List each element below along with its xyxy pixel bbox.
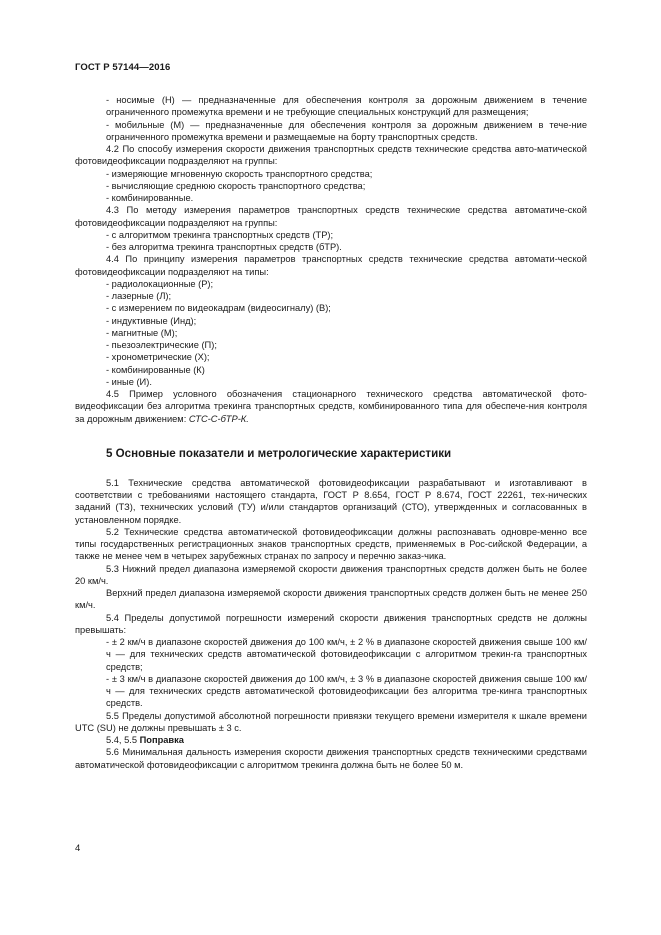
clause-5-5: 5.5 Пределы допустимой абсолютной погрешности привязки текущего времени измерителя к шкале времени UTC (SU) не должны превышать ± 3 с.: [75, 710, 587, 733]
clause-4-2: 4.2 По способу измерения скорости движения транспортных средств технические средства авто-матической фотовидеофиксации подразделяют на группы:: [75, 144, 587, 167]
clause-4-4: 4.4 По принципу измерения параметров транспортных средств технические средства автомати-ческой фотовидеофиксации подразделяют на типы:: [75, 254, 587, 277]
list-item: - лазерные (Л);: [106, 291, 172, 301]
list-item: - ± 2 км/ч в диапазоне скоростей движения до 100 км/ч, ± 2 % в диапазоне скоростей движения свыше 100 км/ч — для технических средств автоматической фотовидеофиксации с алгоритмом трекин-га транспортных средств;: [106, 637, 587, 672]
page-number: 4: [75, 843, 81, 854]
list-item: - ± 3 км/ч в диапазоне скоростей движения до 100 км/ч, ± 3 % в диапазоне скоростей движения свыше 100 км/ч — для технических средств автоматической фотовидеофиксации без алгоритма тре-кинга транспортных средств.: [106, 673, 587, 709]
amendment-note: [75, 734, 587, 746]
list-item: - радиолокационные (Р);: [106, 278, 214, 289]
clause-4-3: 4.3 По методу измерения параметров транспортных средств технические средства автоматиче-ской фотовидеофиксации подразделяют на группы:: [75, 205, 587, 228]
page-body: [75, 94, 587, 771]
list-item: - вычисляющие среднюю скорость транспортного средства;: [106, 180, 366, 191]
list-item: - магнитные (М);: [106, 327, 178, 338]
list-item: - комбинированные (К): [106, 364, 205, 375]
list-item: - индуктивные (Инд);: [106, 315, 197, 326]
clause-4-5-text: 4.5 Пример условного обозначения стационарного технического средства автоматической фото-видеофиксации без алгоритма трекинга транспортных средств, комбинированного типа для обеспече-ния контроля за дорожным движением:: [75, 389, 587, 424]
list-item: - мобильные (М) — предназначенные для обеспечения контроля за дорожным движением в тече-ние ограниченного промежутка времени и размещаемые на борту транспортных средств.: [106, 119, 587, 142]
list-item: - хронометрические (Х);: [106, 352, 210, 363]
list-item: - измеряющие мгновенную скорость транспортного средства;: [106, 168, 373, 179]
list-item: - пьезоэлектрические (П);: [106, 340, 217, 350]
list-item: - с измерением по видеокадрам (видеосигналу) (В);: [106, 303, 331, 314]
clause-5-6: 5.6 Минимальная дальность измерения скорости движения транспортных средств техническими средствами автоматической фотовидеофиксации с алгоритмом трекинга должна быть не более 50 м.: [75, 747, 587, 770]
document-header: ГОСТ Р 57144—2016: [75, 62, 171, 73]
amendment-label: Поправка: [139, 735, 184, 745]
clause-5-3: 5.3 Нижний предел диапазона измеряемой скорости движения транспортных средств должен быть не более 20 км/ч.: [75, 563, 587, 586]
clause-5-2: 5.2 Технические средства автоматической фотовидеофиксации должны распознавать одновре-менно все типы государственных регистрационных знаков транспортных средств, применяемых в Рос-сийской Федерации, а также не менее чем в четырех зарубежных странах по запросу и перечню заказ-чика.: [75, 526, 587, 562]
list-item: - носимые (Н) — предназначенные для обеспечения контроля за дорожным движением в течение ограниченного промежутка времени и не требующие специальных конструкций для размещения;: [106, 95, 587, 118]
list-item: - иные (И).: [106, 376, 152, 387]
clause-4-5: [75, 388, 587, 425]
clause-5-3-upper: Верхний предел диапазона измеряемой скорости движения транспортных средств должен быть не менее 250 км/ч.: [75, 588, 587, 611]
list-item: - комбинированные.: [106, 193, 194, 203]
list-item: - с алгоритмом трекинга транспортных средств (ТР);: [106, 229, 334, 240]
list-item: - без алгоритма трекинга транспортных средств (бТР).: [106, 242, 342, 252]
clause-5-1: 5.1 Технические средства автоматической фотовидеофиксации разрабатывают и изготавливают в соответствии с требованиями настоящего стандарта, ГОСТ Р 8.654, ГОСТ Р 8.674, ГОСТ 22261, тех-нических заданий (ТЗ), технических условий (ТУ) и/или стандартов организаций (СТО), утвержденных и согласованных в установленном порядке.: [75, 477, 587, 525]
section-5-title: 5 Основные показатели и метрологические характеристики: [106, 446, 452, 460]
clause-5-4: 5.4 Пределы допустимой погрешности измерений скорости движения транспортных средств не должны превышать:: [75, 612, 587, 635]
designation-example: СТС-С-бТР-К.: [188, 413, 249, 424]
amendment-ref: 5.4, 5.5: [106, 735, 140, 745]
